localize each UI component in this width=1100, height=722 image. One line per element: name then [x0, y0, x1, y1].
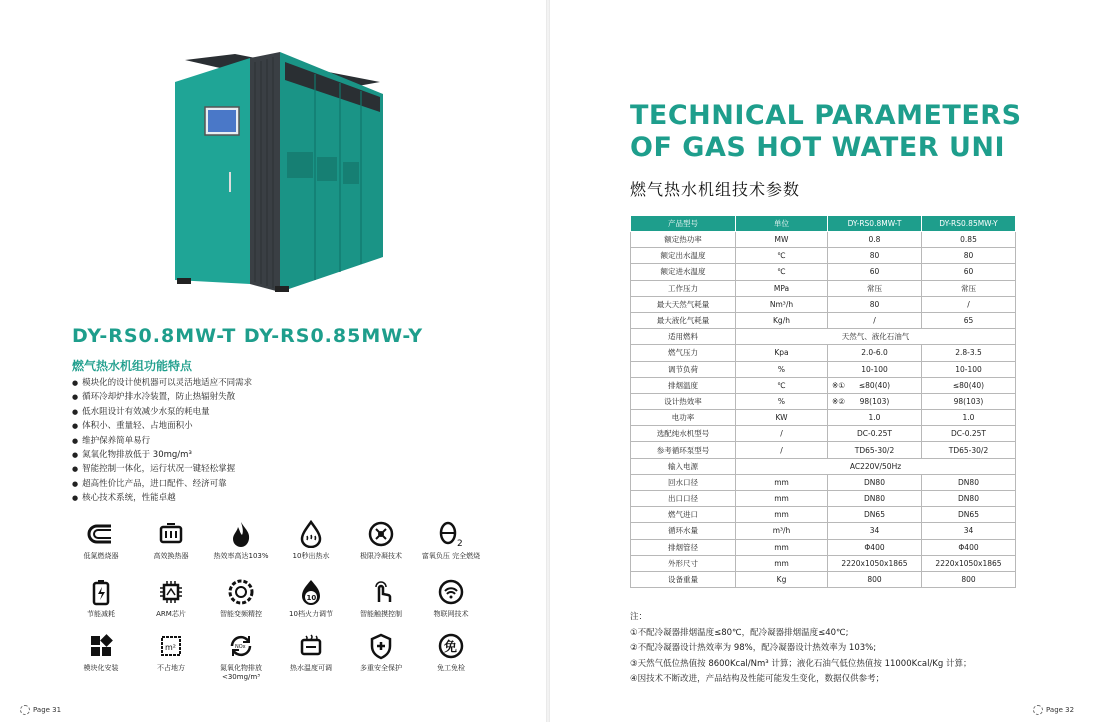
- table-row: [631, 442, 1016, 458]
- table-cell: 参考循环泵型号: [631, 442, 736, 458]
- left-page: [0, 0, 548, 722]
- table-row: [631, 232, 1016, 248]
- table-cell: 出口口径: [631, 491, 736, 507]
- table-cell: /: [736, 426, 828, 442]
- table-cell: 0.85: [922, 232, 1016, 248]
- table-cell: 排烟管径: [631, 539, 736, 555]
- table-row: [631, 571, 1016, 587]
- table-cell: 额定进水温度: [631, 264, 736, 280]
- svg-text:2: 2: [457, 539, 463, 548]
- table-cell: DN65: [828, 507, 922, 523]
- svg-text:NOx: NOx: [235, 644, 246, 650]
- column-header: 单位: [736, 216, 828, 232]
- table-cell: Kg: [736, 571, 828, 587]
- table-cell: 燃气压力: [631, 345, 736, 361]
- feature-icon-cell: 多重安全保护: [346, 632, 416, 673]
- table-cell: 循环水量: [631, 523, 736, 539]
- note-item: ③天然气低位热值按 8600Kcal/Nm³ 计算；液化石油气低位热值按 11000Kcal/Kg 计算；: [630, 658, 972, 669]
- table-cell: Kg/h: [736, 312, 828, 328]
- features-list: [72, 376, 252, 506]
- table-cell: 10-100: [828, 361, 922, 377]
- frequency-control-icon: [227, 578, 255, 606]
- notes-section: [630, 610, 971, 688]
- table-cell: [828, 393, 922, 409]
- feature-item: ● 低水阻设计有效减少水泵的耗电量: [72, 405, 252, 419]
- table-row: [631, 280, 1016, 296]
- feature-icon-cell: ARM芯片: [136, 578, 206, 619]
- table-cell: 燃气进口: [631, 507, 736, 523]
- cell-value: ≤80(40): [858, 380, 891, 390]
- table-cell: /: [828, 312, 922, 328]
- table-row: [631, 491, 1016, 507]
- table-cell: 2.0-6.0: [828, 345, 922, 361]
- table-cell: 额定热功率: [631, 232, 736, 248]
- table-cell: KW: [736, 410, 828, 426]
- table-cell: Φ400: [828, 539, 922, 555]
- table-cell: DN80: [922, 491, 1016, 507]
- feature-icon-cell: 免 免工免检: [416, 632, 486, 673]
- table-row: [631, 377, 1016, 393]
- table-row: [631, 312, 1016, 328]
- page-number-right: Page 32: [1033, 705, 1074, 715]
- footnote-mark: ※②: [832, 396, 846, 406]
- table-cell: 800: [922, 571, 1016, 587]
- table-cell: mm: [736, 507, 828, 523]
- table-cell: 60: [922, 264, 1016, 280]
- table-row: [631, 248, 1016, 264]
- table-cell: mm: [736, 491, 828, 507]
- table-cell: 65: [922, 312, 1016, 328]
- table-row: [631, 523, 1016, 539]
- table-cell: 2220x1050x1865: [922, 555, 1016, 571]
- table-row: [631, 555, 1016, 571]
- table-cell: 外形尺寸: [631, 555, 736, 571]
- table-cell: 80: [828, 296, 922, 312]
- model-title: DY-RS0.8MW-T DY-RS0.85MW-Y: [72, 325, 424, 347]
- table-row: [631, 296, 1016, 312]
- table-cell: TD65-30/2: [828, 442, 922, 458]
- tech-params-title: TECHNICAL PARAMETERS OF GAS HOT WATER UNI: [630, 100, 1022, 163]
- table-cell: 1.0: [828, 410, 922, 426]
- table-cell: ℃: [736, 264, 828, 280]
- note-item: ①不配冷凝器排烟温度≤80℃，配冷凝器排烟温度≤40℃;: [630, 627, 849, 638]
- feature-icon-cell: 热水温度可调: [276, 632, 346, 673]
- table-cell: 设备重量: [631, 571, 736, 587]
- table-cell: ≤80(40): [922, 377, 1016, 393]
- table-body: [631, 232, 1016, 588]
- feature-icon-cell: 10秒出热水: [276, 520, 346, 561]
- feature-icon-cell: 10 10档火力调节: [276, 578, 346, 619]
- table-row: [631, 410, 1016, 426]
- table-cell: 选配纯水机型号: [631, 426, 736, 442]
- boiler-illustration: [175, 52, 385, 292]
- column-header: 产品型号: [631, 216, 736, 232]
- exempt-icon: [437, 632, 465, 660]
- feature-item: ● 超高性价比产品，进口配件、经济可靠: [72, 477, 252, 491]
- table-cell: Kpa: [736, 345, 828, 361]
- table-cell: 天然气、液化石油气: [736, 329, 1016, 345]
- table-cell: 60: [828, 264, 922, 280]
- table-cell: mm: [736, 474, 828, 490]
- table-cell: 排烟温度: [631, 377, 736, 393]
- feature-item: ● 体积小、重量轻、占地面积小: [72, 419, 252, 433]
- feature-item: ● 氮氧化物排放低于 30mg/m³: [72, 448, 252, 462]
- table-cell: MPa: [736, 280, 828, 296]
- svg-text:10: 10: [306, 594, 317, 602]
- touch-icon: [367, 578, 395, 606]
- column-header: DY-RS0.85MW-Y: [922, 216, 1016, 232]
- table-cell: ℃: [736, 377, 828, 393]
- table-row: [631, 458, 1016, 474]
- note-item: ②不配冷凝器设计热效率为 98%，配冷凝器设计热效率为 103%;: [630, 643, 877, 653]
- table-cell: DN80: [828, 491, 922, 507]
- footnote-mark: ※①: [832, 380, 846, 390]
- feature-icon-cell: 智能变频精控: [206, 578, 276, 619]
- feature-icon-cell: 热效率高达103%: [206, 520, 276, 561]
- table-row: [631, 361, 1016, 377]
- table-row: [631, 539, 1016, 555]
- table-cell: DN80: [828, 474, 922, 490]
- table-cell: 0.8: [828, 232, 922, 248]
- feature-icon-cell: NOx 氮氧化物排放 <30mg/m³: [206, 632, 276, 682]
- low-nitrogen-burner-icon: [87, 520, 115, 548]
- feature-item: ● 维护保养简单易行: [72, 434, 252, 448]
- table-row: [631, 474, 1016, 490]
- table-cell: ℃: [736, 248, 828, 264]
- table-cell: [828, 377, 922, 393]
- nox-icon: [227, 632, 255, 660]
- svg-text:m²: m²: [165, 643, 176, 652]
- iot-icon: [437, 578, 465, 606]
- table-cell: %: [736, 393, 828, 409]
- table-row: [631, 507, 1016, 523]
- table-row: [631, 329, 1016, 345]
- feature-icon-cell: m² 不占地方: [136, 632, 206, 673]
- table-cell: 98(103): [922, 393, 1016, 409]
- table-cell: 34: [922, 523, 1016, 539]
- table-cell: 额定出水温度: [631, 248, 736, 264]
- battery-icon: [87, 578, 115, 606]
- condensing-icon: [367, 520, 395, 548]
- table-cell: DN80: [922, 474, 1016, 490]
- feature-item: ● 智能控制一体化，运行状况一键轻松掌握: [72, 462, 252, 476]
- notes-title: 注：: [630, 612, 648, 622]
- feature-icon-cell: 智能触摸控制: [346, 578, 416, 619]
- table-cell: Nm³/h: [736, 296, 828, 312]
- feature-icon-cell: 高效换热器: [136, 520, 206, 561]
- table-cell: m³/h: [736, 523, 828, 539]
- table-cell: 800: [828, 571, 922, 587]
- table-cell: 常压: [922, 280, 1016, 296]
- page-icon: [20, 705, 30, 715]
- modules-icon: [87, 632, 115, 660]
- table-cell: MW: [736, 232, 828, 248]
- table-cell: 输入电源: [631, 458, 736, 474]
- feature-icon-cell: 模块化安装: [66, 632, 136, 673]
- table-cell: 1.0: [922, 410, 1016, 426]
- table-cell: mm: [736, 539, 828, 555]
- table-cell: 34: [828, 523, 922, 539]
- feature-icon-cell: 极限冷凝技术: [346, 520, 416, 561]
- table-cell: 常压: [828, 280, 922, 296]
- features-title: 燃气热水机组功能特点: [72, 359, 193, 373]
- table-cell: DN65: [922, 507, 1016, 523]
- svg-text:免: 免: [444, 640, 458, 655]
- table-cell: 设计热效率: [631, 393, 736, 409]
- feature-item: ● 循环冷却炉排水冷装置，防止热辐射失散: [72, 390, 252, 404]
- table-cell: 10-100: [922, 361, 1016, 377]
- feature-icon-cell: 2 富氧负压 完全燃烧: [416, 520, 486, 561]
- table-row: [631, 345, 1016, 361]
- table-cell: %: [736, 361, 828, 377]
- shield-icon: [367, 632, 395, 660]
- heat-exchanger-icon: [157, 520, 185, 548]
- table-cell: 80: [922, 248, 1016, 264]
- feature-icon-cell: 低氮燃烧器: [66, 520, 136, 561]
- table-row: [631, 393, 1016, 409]
- table-cell: DC-0.25T: [922, 426, 1016, 442]
- flame-icon: [227, 520, 255, 548]
- feature-icon-cell: 节能减耗: [66, 578, 136, 619]
- cell-value: 98(103): [859, 396, 890, 406]
- table-cell: 最大液化气耗量: [631, 312, 736, 328]
- column-header: DY-RS0.8MW-T: [828, 216, 922, 232]
- oxygen-icon: [437, 520, 465, 548]
- feature-item: ● 模块化的设计使机器可以灵活地适应不同需求: [72, 376, 252, 390]
- thermometer-icon: [297, 632, 325, 660]
- chip-icon: [157, 578, 185, 606]
- tech-params-subtitle: 燃气热水机组技术参数: [630, 180, 801, 199]
- parameters-table: [630, 215, 1016, 588]
- table-cell: 调节负荷: [631, 361, 736, 377]
- table-row: [631, 264, 1016, 280]
- right-page: [548, 0, 1100, 722]
- page-icon: [1033, 705, 1043, 715]
- feature-item: ● 核心技术系统，性能卓越: [72, 491, 252, 505]
- table-cell: 回水口径: [631, 474, 736, 490]
- table-header-row: [631, 216, 1016, 232]
- note-item: ④因技术不断改进，产品结构及性能可能发生变化，数据仅供参考；: [630, 674, 885, 684]
- area-icon: [157, 632, 185, 660]
- fire-level-icon: [297, 578, 325, 606]
- hot-water-drop-icon: [297, 520, 325, 548]
- table-cell: mm: [736, 555, 828, 571]
- table-cell: /: [736, 442, 828, 458]
- table-cell: 80: [828, 248, 922, 264]
- table-cell: DC-0.25T: [828, 426, 922, 442]
- table-row: [631, 426, 1016, 442]
- feature-icon-cell: 物联网技术: [416, 578, 486, 619]
- table-cell: 工作压力: [631, 280, 736, 296]
- table-cell: 2.8-3.5: [922, 345, 1016, 361]
- table-cell: /: [922, 296, 1016, 312]
- table-cell: 2220x1050x1865: [828, 555, 922, 571]
- table-cell: 适用燃料: [631, 329, 736, 345]
- table-cell: AC220V/50Hz: [736, 458, 1016, 474]
- table-cell: Φ400: [922, 539, 1016, 555]
- table-cell: 电功率: [631, 410, 736, 426]
- page-number-left: Page 31: [20, 705, 61, 715]
- table-cell: TD65-30/2: [922, 442, 1016, 458]
- table-cell: 最大天然气耗量: [631, 296, 736, 312]
